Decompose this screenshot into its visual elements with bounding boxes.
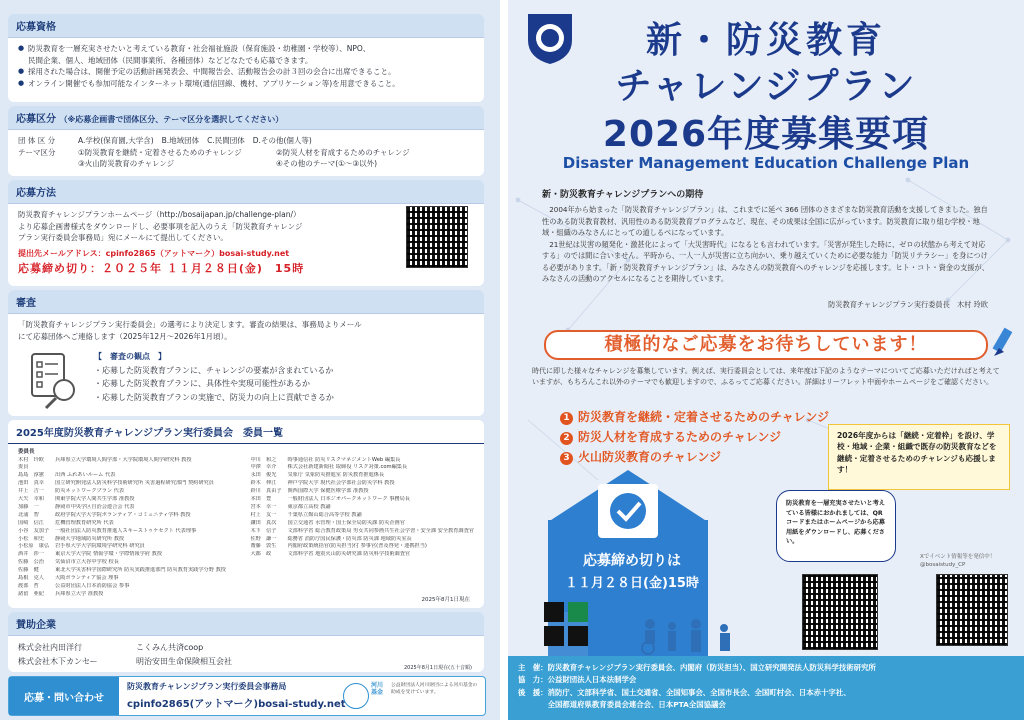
sponsors-date: 2025年8月1日現在(五十音順) (404, 665, 472, 671)
review-section (8, 290, 484, 416)
theme-item-3: 3 火山防災教育のチャレンジ (560, 448, 721, 465)
eligibility-item: ● 防災教育を一層充実させたいと考えている教育・社会福祉施設（保育施設・幼稚園・学校等）、NPO、 (18, 43, 474, 55)
member-name: 酒井 渉一 (18, 551, 44, 558)
theme-item-1: 1 防災教育を継続・定着させるためのチャレンジ (560, 408, 829, 425)
member-affiliation: 静岡大学地域防災研究所 教授 (55, 535, 125, 542)
member-affiliation: 防災ネットワークプラン 代表 (55, 488, 125, 495)
sponsors-section (8, 612, 484, 672)
committee-member-row (250, 480, 474, 488)
member-name: 委員 (18, 464, 29, 471)
intro-text: 2004年から始まった「防災教育チャレンジプラン」は、これまでに延べ 366 団体のさまざまな防災教育活動を支援してきました。独自性のある防災教育教材、汎用性のある防災教育プログラムなど、現在、その成果は全国に広がっています。防災教育に取り組む学校・地域・組織のみなさんにとっての道しるべになっています。 21世紀は災害の頻発化・激甚化によって「大災害時代」になるとも言われています。「災害が発生した時に、ゼロの状態から考えて対応する」のでは間に合いません。平時から、一人一人が災害に立ち向かい、乗り越えていくために必要な能力「防災リテラシー」を身につける必要があります。「新・防災教育チャレンジプラン」は、みなさんの防災教育へのチャレンジを応援します。ヒト・コト・資金の支援が、みなさんの活動のアクセルになることを期待しています。 (542, 205, 989, 284)
committee-title: 2025年度防災教育チャレンジプラン実行委員会 委員一覧 (8, 420, 484, 444)
member-affiliation: 兵庫県立大学環境人間学部・大学院環境人間学研究科 教授 (55, 456, 192, 463)
hazard-icons (544, 602, 588, 622)
committee-member-row (18, 512, 236, 520)
member-affiliation: 一般社団法人防災教育推進人スキーストゥケセクト 代表理事 (55, 527, 197, 534)
eligibility-item: ● オンライン開催でも参加可能なインターネット環境(通信回線、機材、アプリケーション等)を用意できること。 (18, 78, 474, 90)
pencil-icon (990, 326, 1016, 360)
committee-member-row (18, 504, 236, 512)
member-name: 本田 豊 (250, 496, 272, 503)
method-title: 応募方法 (8, 180, 484, 204)
intro-signature: 防災教育チャレンジプラン実行委員長 木村 玲欧 (828, 300, 988, 309)
sponsors-title: 賛助企業 (8, 612, 484, 636)
qr-code-icon[interactable] (406, 206, 468, 268)
member-name: 島根 克人 (18, 575, 44, 582)
theme-option: ④その他のテーマ(①～③以外) (276, 159, 378, 169)
committee-member-row (250, 528, 474, 536)
viewpoint-item: ・応募した防災教育プランの実施で、防災力の向上に貢献できるか (94, 392, 334, 402)
committee-section (8, 420, 484, 608)
member-affiliation: 兵庫県立大学 准教授 (55, 590, 104, 597)
english-title: Disaster Management Education Challenge Plan (562, 154, 970, 172)
member-affiliation: 公益財団法人日本消防協会 参事 (55, 583, 130, 590)
download-bubble: 防災教育を一層充実させたいと考えている皆様におかれましては、QRコードまたはホームページから応募用紙をダウンロードし、応募ください。 (776, 490, 896, 562)
member-affiliation: 気象庁 気象防災推進室 防災教育推進係長 (287, 472, 385, 479)
member-affiliation: 東北大学災害科学国際研究所 防災実践推進部門 防災教育実践学分野 教授 (55, 567, 226, 574)
committee-member-row (250, 504, 474, 512)
member-affiliation: 気仙沼市立大谷中学校 校長 (55, 559, 119, 566)
member-name: 小谷 友加子 (18, 527, 50, 534)
eligibility-section (8, 14, 484, 102)
committee-member-row (250, 457, 474, 465)
footer-line: 全国都道府県教育委員会連合会、日本PTA全国協議会 (518, 700, 726, 710)
theme-option: ②防災人材を育成するためのチャレンジ (276, 147, 410, 157)
sponsor-name: 株式会社内田洋行 (18, 643, 82, 652)
member-name: 鎌田 真次 (250, 519, 277, 526)
member-affiliation: 神戸学院大学 現代社会学部社会防災学科 教授 (287, 480, 395, 487)
review-title: 審査 (8, 290, 484, 314)
group-option: B.地域団体 (161, 136, 200, 145)
evacuation-icon (568, 602, 588, 622)
member-affiliation: 東京都立高校 教諭 (287, 503, 331, 510)
contact-box (8, 676, 486, 716)
member-affiliation: 大阪ボランティア協会 理事 (55, 575, 119, 582)
committee-member-row (18, 536, 236, 544)
committee-member-row (250, 512, 474, 520)
application-qr-code-icon[interactable] (802, 574, 878, 650)
member-affiliation: 文部科学省 総合教育政策局 男女共同参画共生社会学習・安全課 安全教育調査官 (287, 527, 474, 534)
member-affiliation: 関東学院大学人間共生学部 准教授 (55, 496, 135, 503)
member-name: 中澤 幸介 (250, 464, 277, 471)
submit-email: 提出先メールアドレス：cpinfo2865（アットマーク）bosai-study.net (18, 248, 290, 258)
fund-note: 公益財団法人河川財団による河川基金の助成を受けています。 (391, 683, 478, 695)
x-account-note: Xでイベント情報等を発信中！@bosaistudy_CP (920, 554, 996, 568)
deadline-text: 応募締め切り：２０２５年 １１月２８日(金) 15時 (18, 262, 305, 276)
x-qr-code-icon[interactable] (936, 574, 1008, 646)
landslide-icon (544, 626, 564, 646)
contact-office: 防災教育チャレンジプラン実行委員会事務局 (127, 682, 287, 691)
committee-date: 2025年8月1日現在 (421, 597, 470, 603)
member-name: 村上 友一 (250, 511, 277, 518)
method-text: 防災教育チャレンジプランホームページ（http://bosaijapan.jp/challenge-plan/） (18, 210, 301, 219)
member-name: 池田 真幸 (18, 480, 44, 487)
member-name: 木村 玲欧 (18, 456, 44, 463)
main-title-line3: 2026年度募集要項 (602, 114, 930, 155)
member-name: 加藤 一 (18, 503, 39, 510)
committee-member-row (18, 567, 236, 575)
member-name: 小松原 康弘 (18, 543, 50, 550)
member-affiliation: 時事通信社 防災リスクマネジメントWeb 編集長 (287, 456, 401, 463)
member-affiliation: 国立交通省 水管理・国土保全局防災課 防災企画官 (287, 519, 405, 526)
theme-label: テーマ区分 (18, 147, 56, 157)
member-name: 鈴木 伸江 (250, 480, 277, 487)
viewpoint-item: ・応募した防災教育プランに、チャレンジの要素が含まれているか (94, 365, 334, 375)
eligibility-title: 応募資格 (8, 14, 484, 38)
member-name: 齋藤 敦生 (250, 543, 277, 550)
committee-member-row (250, 536, 474, 544)
member-affiliation: 東京大学大学院 情報学環・学際情報学府 教授 (55, 551, 163, 558)
committee-member-row (18, 488, 236, 496)
member-name: 永田 俊光 (250, 472, 277, 479)
deadline-title: 応募締め切りは (583, 553, 681, 569)
member-name: 国崎 信江 (18, 519, 44, 526)
tsunami-icon (544, 602, 564, 622)
footer-line: 主 催：防災教育チャレンジプラン実行委員会、内閣府（防災担当）、国立研究開発法人防災科学技術研究所 (518, 663, 876, 672)
committee-member-row (250, 520, 474, 528)
committee-member-row (18, 520, 236, 528)
review-text: にて応募団体へご連絡します（2025年12月～2026年1月頃）。 (18, 331, 232, 341)
group-option: D.その他(個人等) (252, 136, 312, 145)
call-text: 時代に即した様々なチャレンジを募集しています。例えば、実行委員会としては、来年度は下記のようなテーマについてご応募いただければと考えていますが、もちろんこれ以外のテーマでも歓迎しますので、ふるってご応募ください。詳細はリーフレット中面やホームページをご確認ください。 (532, 367, 1000, 386)
viewpoint-title: 【 審査の観点 】 (94, 352, 166, 361)
member-name: 中川 和之 (250, 456, 277, 463)
group-label: 団 体 区 分 (18, 136, 56, 145)
eligibility-item: 民間企業、個人、地域団体（民間事業所、各種団体）などどなたでも応募できます。 (28, 55, 313, 65)
member-name: 渡部 哲 (18, 583, 39, 590)
organizers-footer (508, 656, 1024, 720)
member-affiliation: 株式会社新建新聞社 取締役 リスク対策.com編集長 (287, 464, 408, 471)
fund-name: 河川基金 (371, 682, 384, 697)
member-affiliation: 一般財団法人 日本ジオパークネットワーク 事務局長 (287, 496, 410, 503)
sponsor-name: こくみん共済coop (136, 643, 204, 652)
committee-member-row (18, 583, 236, 591)
new-framework-note: 2026年度からは「継続・定着枠」を設け、学校・地域・企業・組織で既存の防災教育などを継続・定着させるためのチャレンジも応援します！ (828, 424, 1010, 490)
member-name: 鈴川 真由子 (250, 488, 282, 495)
committee-member-row (18, 591, 236, 599)
review-text: 「防災教育チャレンジプラン実行委員会」の選考により決定します。審査の結果は、事務局よりメール (18, 320, 362, 329)
committee-member-row (250, 472, 474, 480)
method-text: より応募企画書様式をダウンロードし、必要事項を記入のうえ「防災教育チャレンジ (18, 221, 303, 231)
member-name: 佐藤 健 (18, 567, 39, 574)
group-option: C.民間団体 (207, 136, 245, 145)
member-affiliation: 文部科学省 地震火山防災研究課 防災科学技術調査官 (287, 551, 411, 558)
committee-member-row (18, 496, 236, 504)
member-name: 佐藤 公治 (18, 559, 44, 566)
committee-member-row (250, 496, 474, 504)
sponsor-name: 株式会社木下カンセー (18, 657, 98, 667)
member-affiliation: 総務省 消防庁国民保護・防災部 防災課 地域防災室長 (287, 535, 412, 542)
committee-head: 委員長 (18, 449, 35, 455)
theme-option: ①防災教育を継続・定着させるためのチャレンジ (78, 147, 242, 157)
member-affiliation: 危機管理教育研究所 代表 (55, 519, 114, 526)
footer-line: 後 援：消防庁、文部科学省、国土交通省、全国知事会、全国市長会、全国町村会、日本赤十字社、 (518, 687, 851, 697)
member-affiliation: 内閣府政策統括官(防災担当)付 参事官(普及啓発・連携担当) (287, 543, 427, 550)
member-name: 小松 和史 (18, 535, 44, 542)
committee-member-row (18, 480, 236, 488)
left-panel (0, 0, 500, 720)
member-name: 大都 政 (250, 551, 272, 558)
committee-member-row (18, 457, 236, 465)
committee-member-row (18, 472, 236, 480)
group-option: A.学校(保育園,大学含) (78, 136, 154, 145)
sponsor-name: 明治安田生命保険相互会社 (136, 657, 232, 667)
flood-icon (568, 626, 588, 646)
hazard-icons-row2 (544, 626, 588, 646)
member-name: 井上 吉一 (18, 488, 44, 495)
category-title: 応募区分 (16, 114, 56, 125)
intro-heading: 新・防災教育チャレンジプランへの期待 (542, 190, 704, 200)
main-title-line1: 新・防災教育 (645, 20, 886, 61)
right-panel (508, 0, 1024, 720)
member-affiliation: 静岡市中央学区自治会連合会 代表 (55, 503, 135, 510)
committee-member-row (18, 528, 236, 536)
contact-email[interactable]: cpinfo2865(アットマーク)bosai-study.net (127, 699, 346, 710)
committee-member-row (250, 551, 474, 559)
river-fund-logo-icon (343, 683, 369, 709)
checklist-magnifier-icon (28, 350, 84, 412)
theme-option: ③火山防災教育のチャレンジ (78, 159, 175, 169)
viewpoint-item: ・応募した防災教育プランに、具体性や実現可能性があるか (94, 379, 310, 389)
committee-member-row (18, 551, 236, 559)
committee-member-row (250, 488, 474, 496)
member-name: 宮本 幸一 (250, 503, 277, 510)
member-name: 佐野 謙一 (250, 535, 277, 542)
member-name: 北浦 智 (18, 511, 39, 518)
member-name: 島島 淳憲 (18, 472, 44, 479)
member-affiliation: 関西国際大学 保健医療学部 准教授 (287, 488, 369, 495)
member-affiliation: 国立研究開発法人防災科学技術研究所 災害過程研究部門 契約研究員 (55, 480, 214, 487)
committee-member-row (18, 575, 236, 583)
method-text: プラン実行委員会事務局」宛にメールにて提出してください。 (18, 233, 228, 243)
committee-list (18, 457, 474, 599)
deadline-date: １１月２８日(金)15時 (565, 576, 699, 591)
member-name: 大矢 幸和 (18, 496, 44, 503)
category-section (8, 106, 484, 176)
invitation-banner: 積極的なご応募をお待ちしています！ (544, 330, 988, 360)
member-affiliation: 政府学院大学大学院ボランティア・コミュニティ学科 教授 (55, 511, 191, 518)
member-affiliation: 千葉県立館山総合高等学校 教諭 (287, 511, 362, 518)
eligibility-item: ● 採用された場合は、開催予定の活動計画発表会、中間報告会、活動報告会の計３回の会合に出席できること。 (18, 66, 474, 78)
committee-member-row (250, 464, 474, 472)
member-affiliation: 岩手県大学大学院環境学研究科 研究員 (55, 543, 145, 550)
people-icons (638, 616, 748, 656)
committee-member-row (18, 464, 236, 472)
category-note: （※応募企画書で団体区分、テーマ区分を選択してください） (59, 115, 284, 124)
committee-member-row (250, 543, 474, 551)
contact-label: 応募・問い合わせ (9, 677, 119, 715)
footer-line: 協 力：公益財団法人日本法制学会 (518, 675, 637, 685)
method-section (8, 180, 484, 286)
member-name: 木下 信子 (250, 527, 277, 534)
committee-member-row (18, 559, 236, 567)
main-title-line2: チャレンジプラン (615, 66, 917, 107)
committee-member-row (18, 543, 236, 551)
theme-item-2: 2 防災人材を育成するためのチャレンジ (560, 428, 781, 445)
member-name: 諸留 亜紀 (18, 590, 44, 597)
member-affiliation: 出西 ふれあいルーム 代表 (55, 472, 116, 479)
